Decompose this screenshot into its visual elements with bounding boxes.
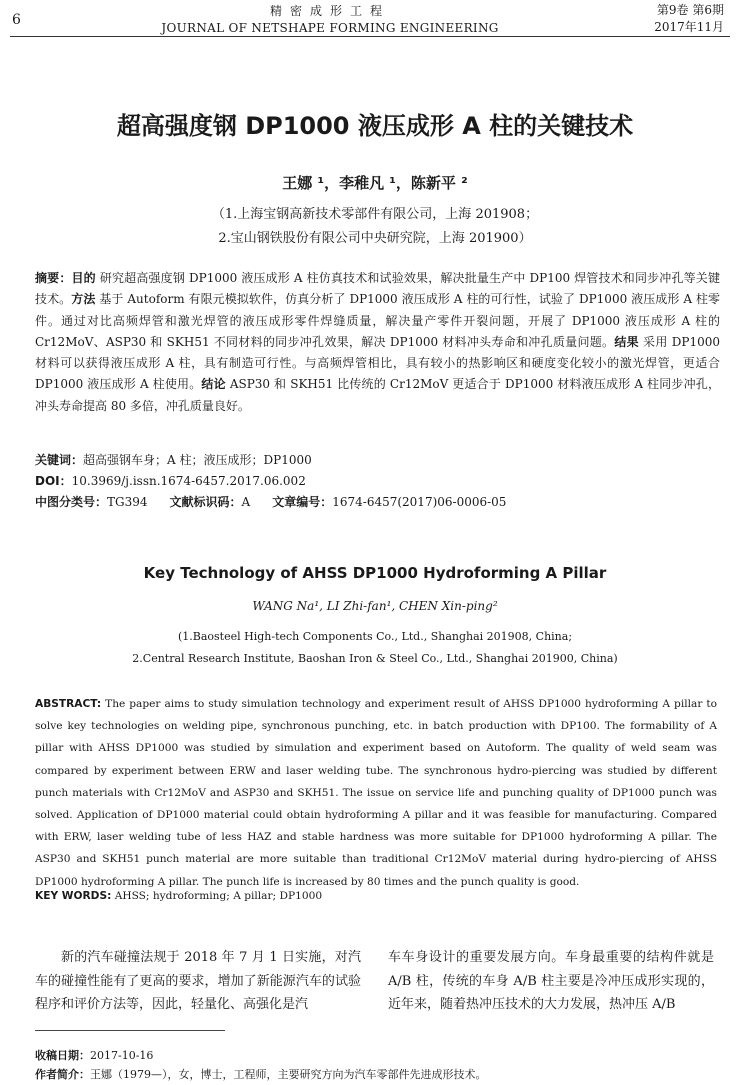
paper-title-en: Key Technology of AHSS DP1000 Hydroforming A Pillar: [143, 564, 607, 582]
article-no-label: 文章编号：: [272, 495, 333, 509]
keywords-cn: [35, 450, 720, 471]
clc-value: TG394: [107, 495, 148, 509]
footnote-rule: [35, 1030, 225, 1031]
method-text: 基于 Autoform 有限元模拟软件，仿真分析了 DP1000 液压成形 A 柱的可行性，试验了 DP1000 液压成形 A 柱零件。通过对比高频焊管和激光焊管的液压成形零件焊缝质量，解决量产零件开裂问题，开展了 DP1000 液压成形 A 柱的 Cr12MoV、ASP30 和 SKH51 不同材料的同步冲孔效果，解决 DP1000 材料冲头寿命和冲孔质量问题。: [35, 292, 720, 349]
affiliation-cn-2: 2.宝山钢铁股份有限公司中央研究院，上海 201900）: [218, 231, 532, 246]
issue-info: [654, 2, 724, 36]
journal-header: [70, 2, 590, 35]
doc-code-value: A: [241, 495, 251, 509]
doc-code-label: 文献标识码：: [169, 495, 242, 509]
abstract-en: [35, 693, 717, 893]
keywords-cn-value: 超高强钢车身；A 柱；液压成形；DP1000: [83, 453, 312, 467]
affiliation-en-2: 2.Central Research Institute, Baoshan Iron & Steel Co., Ltd., Shanghai 201900, China): [132, 652, 618, 665]
author-bio: [35, 1065, 487, 1084]
body-column-left: 新的汽车碰撞法规于 2018 年 7 月 1 日实施，对汽车的碰撞性能有了更高的要求，增加了新能源汽车的试验程序和评价方法等，因此，轻量化、高强化是汽: [35, 950, 361, 1012]
affiliation-cn-1: （1.上海宝钢高新技术零部件有限公司，上海 201908；: [211, 207, 539, 222]
keywords-en-label: KEY WORDS:: [35, 890, 112, 902]
abstract-en-text: The paper aims to study simulation technology and experiment result of AHSS DP1000 hydroforming A pillar to solve key technologies on welding pipe, synchronous punching, etc. in batch production with DP100. The formability of A pillar with AHSS DP1000 was studied by simulation and experiment based on Autoform. The quality of weld seam was compared by experiment between ERW and laser welding tube. The synchronous hydro-piercing was studied by different punch materials with Cr12MoV and ASP30 and SKH51. The issue on service life and punching quality of DP1000 punch was solved. Application of DP1000 material could obtain hydroforming A pillar and it was feasible for manufacturing. Compared with ERW, laser welding tube of less HAZ and stable hardness was more suitable for DP1000 hydroforming A pillar. The ASP30 and SKH51 punch material are more suitable than traditional Cr12MoV material during hydro-piercing of AHSS DP1000 hydroforming A pillar. The punch life is increased by 80 times and the punch quality is good.: [35, 698, 717, 888]
authors-en: WANG Na¹, LI Zhi-fan¹, CHEN Xin-ping²: [252, 599, 498, 613]
volume-issue: 第9卷 第6期: [656, 3, 724, 17]
result-label: 结果: [614, 334, 639, 349]
abstract-cn: [35, 268, 720, 417]
header-rule: [10, 36, 730, 37]
affiliation-en-1: (1.Baosteel High-tech Components Co., Ltd., Shanghai 201908, China;: [177, 630, 573, 643]
keywords-cn-label: 关键词：: [35, 453, 84, 467]
purpose-label: 目的: [71, 271, 96, 285]
keywords-en: [35, 890, 717, 902]
conclusion-text: ASP30 和 SKH51 比传统的 Cr12MoV 更适合于 DP1000 材料液压成形 A 柱同步冲孔，冲头寿命提高 80 多倍，冲孔质量良好。: [35, 377, 720, 413]
clc-label: 中图分类号：: [35, 495, 108, 509]
doi-value: 10.3969/j.issn.1674-6457.2017.06.002: [71, 474, 306, 488]
bio-value: 王娜（1979—），女，博士，工程师，主要研究方向为汽车零部件先进成形技术。: [90, 1068, 487, 1081]
keywords-en-value: AHSS; hydroforming; A pillar; DP1000: [111, 890, 323, 902]
received-date: [35, 1046, 487, 1065]
conclusion-label: 结论: [201, 377, 226, 392]
purpose-text: 研究超高强度钢 DP1000 液压成形 A 柱仿真技术和试验效果，解决批量生产中 DP100 焊管技术和同步冲孔等关键技术。: [35, 271, 720, 307]
doi-label: DOI：: [35, 474, 72, 488]
journal-name-en: JOURNAL OF NETSHAPE FORMING ENGINEERING: [161, 21, 499, 35]
result-text: 采用 DP1000 材料可以获得液压成形 A 柱，具有制造可行性。与高频焊管相比，具有较小的热影响区和硬度变化较小的激光焊管，更适合 DP1000 液压成形 A 柱使用。: [35, 334, 720, 392]
bio-label: 作者简介：: [35, 1068, 90, 1081]
page-number: 6: [12, 12, 21, 28]
body-column-right: 车车身设计的重要发展方向。车身最重要的结构件就是 A/B 柱，传统的车身 A/B 柱主要是冷冲压成形实现的，近年来，随着热冲压技术的大力发展，热冲压 A/B: [388, 950, 714, 1012]
paper-title-cn: 超高强度钢 DP1000 液压成形 A 柱的关键技术: [116, 112, 634, 140]
abstract-cn-label: 摘要：: [35, 271, 72, 285]
authors-cn: 王娜 ¹，李稚凡 ¹，陈新平 ²: [282, 174, 468, 192]
article-no-value: 1674-6457(2017)06-0006-05: [332, 495, 507, 509]
method-label: 方法: [71, 292, 96, 307]
meta-block-cn: [35, 450, 720, 513]
affiliations-cn: [0, 203, 750, 251]
classification: [35, 492, 720, 513]
abstract-en-label: ABSTRACT:: [35, 698, 102, 710]
issue-date: 2017年11月: [654, 20, 724, 34]
received-label: 收稿日期：: [35, 1049, 90, 1062]
doi: [35, 471, 720, 492]
received-value: 2017-10-16: [90, 1049, 154, 1062]
footnote: [35, 1046, 487, 1084]
journal-name-cn: 精密成形工程: [269, 4, 390, 18]
affiliations-en: [0, 626, 750, 670]
